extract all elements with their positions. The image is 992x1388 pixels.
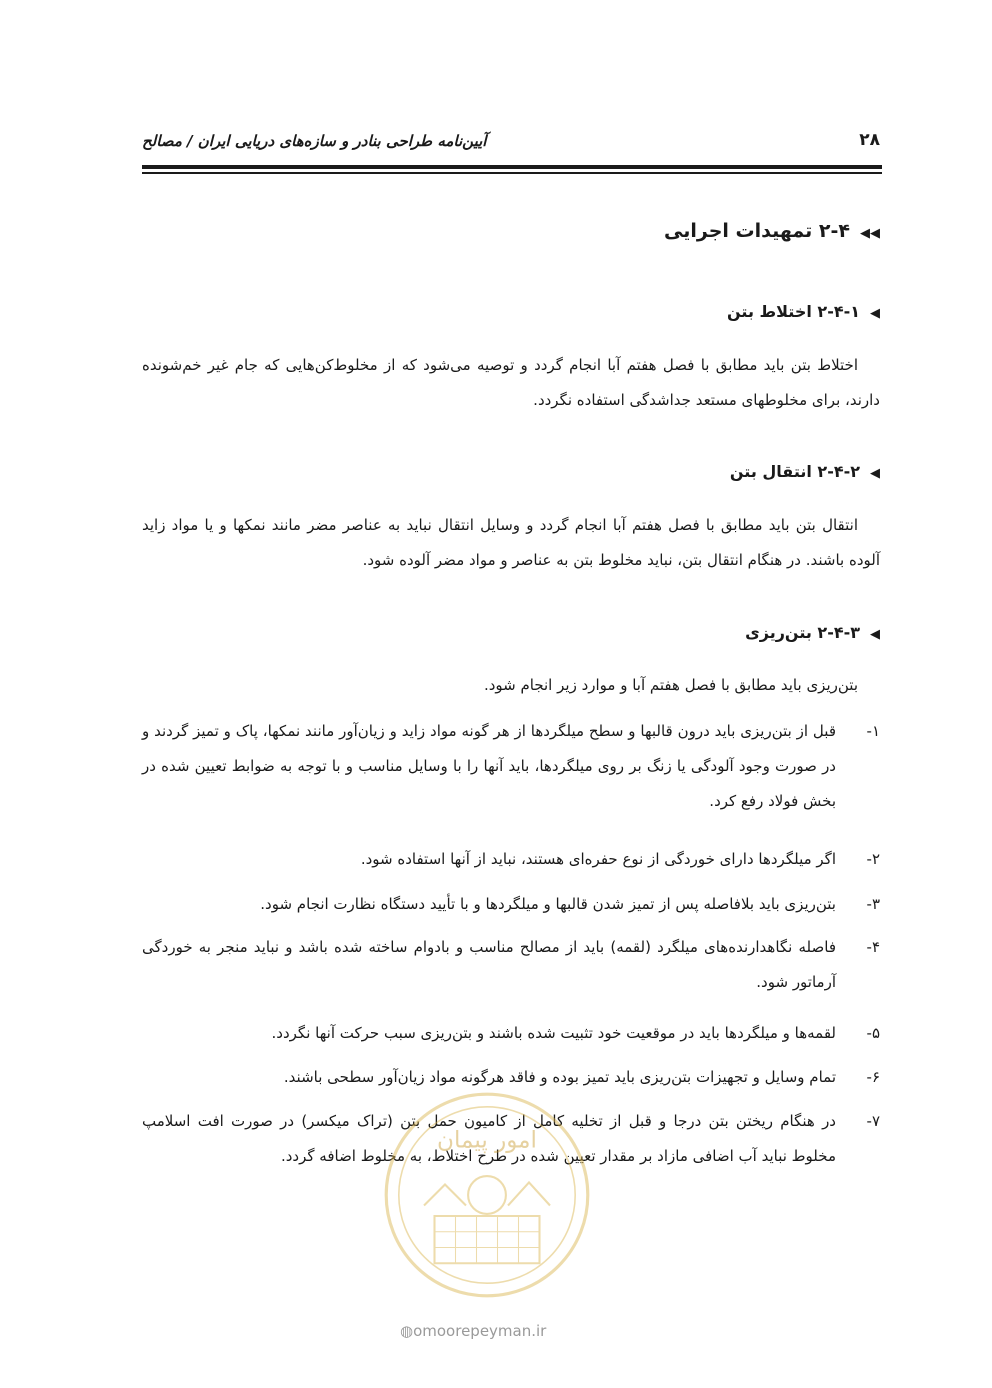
- subsection-heading-2: [730, 462, 880, 481]
- subsection-title: ۲-۴-۱ اختلاط بتن: [727, 302, 860, 321]
- double-arrow-icon: ◀◀: [860, 226, 880, 241]
- arrow-icon: ◀: [870, 306, 880, 321]
- list-item-number: ۲-: [866, 850, 880, 868]
- list-item: [142, 1016, 880, 1051]
- list-item-number: ۷-: [866, 1112, 880, 1130]
- header-rule-thin: [142, 172, 882, 174]
- list-item-text: بتن‌ریزی باید بلافاصله پس از تمیز شدن قالبها و میلگردها و با تأیید دستگاه نظارت انجام شود.: [260, 895, 836, 913]
- running-header-title: آیین‌نامه طراحی بنادر و سازه‌های دریایی ایران / مصالح: [142, 132, 487, 150]
- list-item-number: ۵-: [866, 1024, 880, 1042]
- list-item-number: ۶-: [866, 1068, 880, 1086]
- paragraph-mixing: اختلاط بتن باید مطابق با فصل هفتم آبا انجام گردد و توصیه می‌شود که از مخلوط‌کن‌هایی که جام غیر خم‌شونده دارند، برای مخلوطهای مستعد جداشدگی استفاده نگردد.: [142, 356, 880, 409]
- paragraph-intro: بتن‌ریزی باید مطابق با فصل هفتم آبا و موارد زیر انجام شود.: [483, 676, 858, 694]
- list-item-text: در هنگام ریختن بتن درجا و قبل از تخلیه کامل از کامیون حمل بتن (تراک میکسر) در صورت افت اسلامپ مخلوط نباید آب اضافی مازاد بر مقدار تعیین شده در طرح اختلاط، به مخلوط اضافه گردد.: [142, 1112, 836, 1165]
- arrow-icon: ◀: [870, 627, 880, 642]
- subsection-title: ۲-۴-۳ بتن‌ریزی: [745, 623, 860, 642]
- list-item: [142, 930, 880, 1000]
- section-title: ۲-۴ تمهیدات اجرایی: [664, 220, 850, 242]
- list-item: [142, 887, 880, 922]
- list-item: [142, 842, 880, 877]
- section-heading: [664, 220, 880, 242]
- watermark-seal-text: امور پیمان: [437, 1127, 537, 1154]
- list-item-text: قبل از بتن‌ریزی باید درون قالبها و سطح میلگردها از هر گونه مواد زاید و زیان‌آور مانند نمکها، پاک و تمیز گردند و در صورت وجود آلودگی یا زنگ بر روی میلگردها، باید آنها را با وسایل مناسب و با توجه به ضوابط تعیین شده در بخش فولاد رفع کرد.: [142, 722, 836, 810]
- paragraph-transport: انتقال بتن باید مطابق با فصل هفتم آبا انجام گردد و وسایل انتقال نباید به عناصر مضر مانند نمکها و یا مواد زاید آلوده باشند. در هنگام انتقال بتن، نباید مخلوط بتن به عناصر و مواد مضر آلوده شود.: [142, 516, 880, 569]
- list-item-text: تمام وسایل و تجهیزات بتن‌ریزی باید تمیز بوده و فاقد هرگونه مواد زیان‌آور سطحی باشند.: [283, 1068, 836, 1086]
- list-item-text: لقمه‌ها و میلگردها باید در موقعیت خود تثبیت شده باشند و بتن‌ریزی سبب حرکت آنها نگردد.: [271, 1024, 836, 1042]
- subsection-title: ۲-۴-۲ انتقال بتن: [729, 462, 860, 481]
- subsection-heading-1: [727, 302, 880, 321]
- list-item-text: فاصله نگاهدارنده‌های میلگرد (لقمه) باید از مصالح مناسب و بادوام ساخته شده باشد و نباید منجر به خوردگی آرماتور شود.: [142, 938, 836, 991]
- arrow-icon: ◀: [870, 466, 880, 481]
- list-item-number: ۱-: [866, 722, 880, 740]
- page-number: ۲۸: [859, 130, 880, 150]
- list-item: [142, 714, 880, 819]
- list-item-number: ۴-: [866, 938, 880, 956]
- list-item-text: اگر میلگردها دارای خوردگی از نوع حفره‌ای هستند، نباید از آنها استفاده شود.: [360, 850, 836, 868]
- watermark-url: ◍omoorepeyman.ir: [400, 1322, 547, 1340]
- subsection-heading-3: [745, 623, 880, 642]
- watermark-seal-icon: [382, 1090, 592, 1300]
- header-rule-thick: [142, 165, 882, 169]
- list-item-number: ۳-: [866, 895, 880, 913]
